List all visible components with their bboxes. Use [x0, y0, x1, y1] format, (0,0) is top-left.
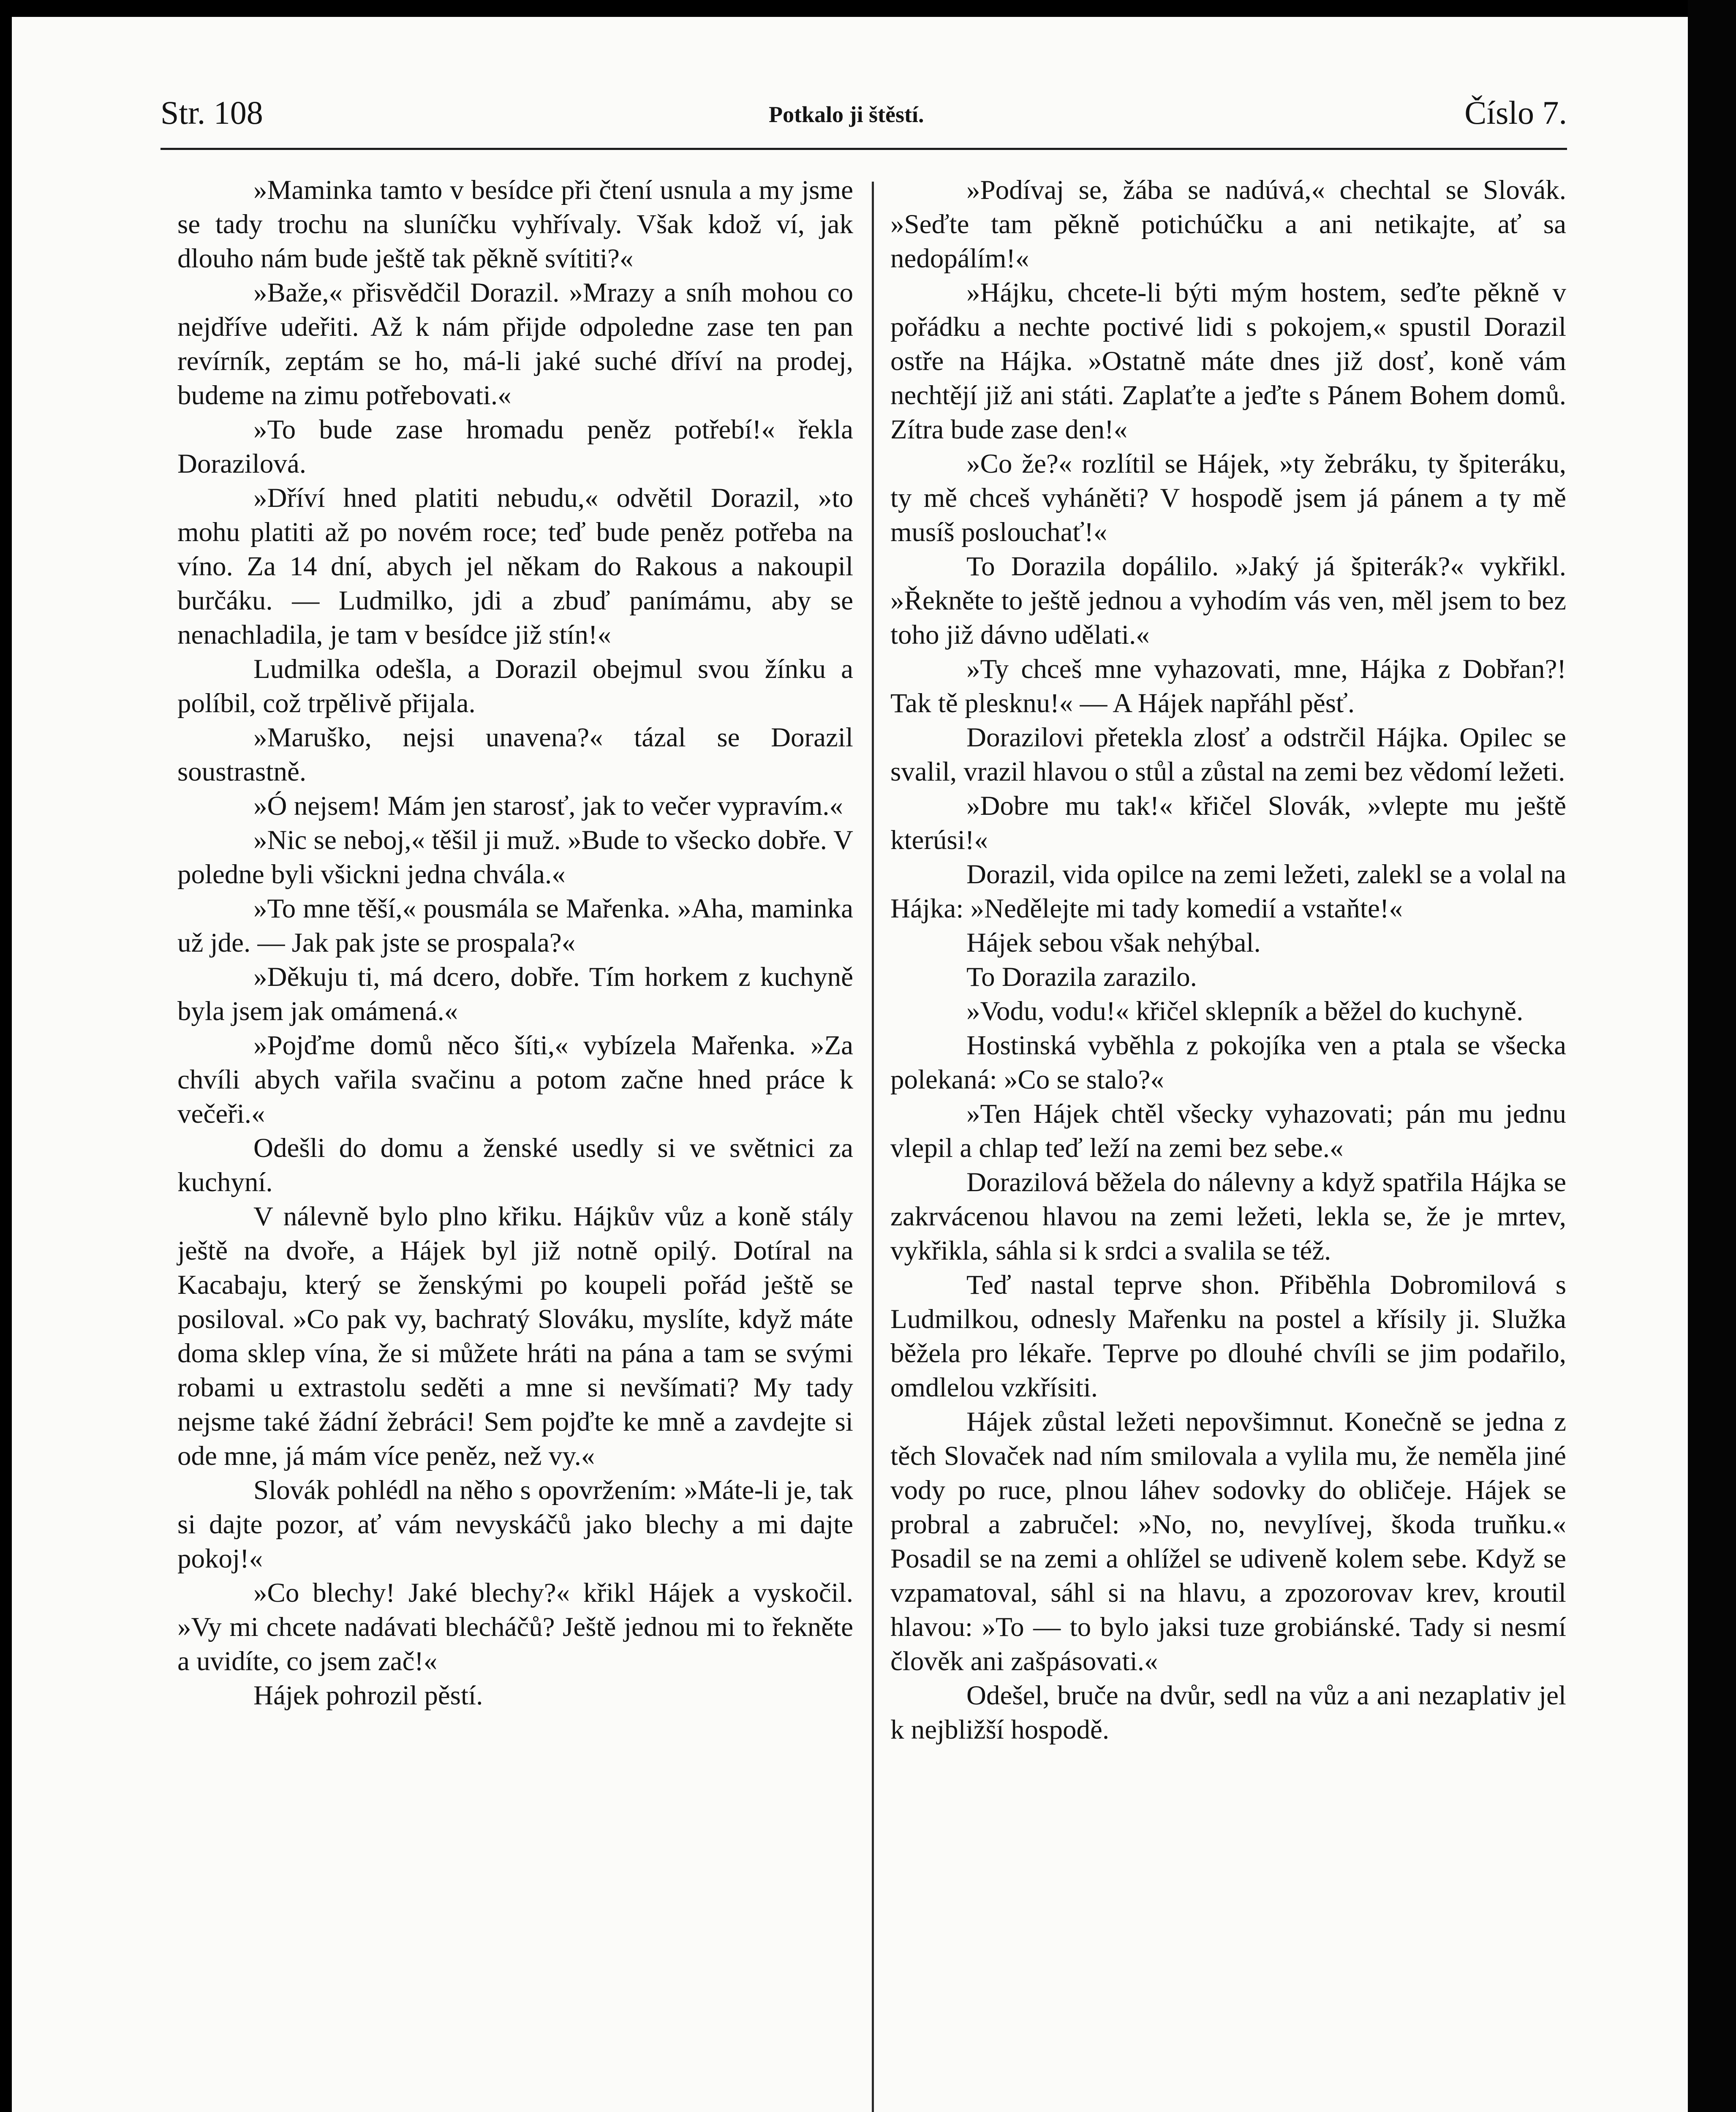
paragraph: Ludmilka odešla, a Dorazil obejmul svou žínku a políbil, což trpělivě přijala.: [177, 654, 853, 719]
paragraph: »To bude zase hromadu peněz potřebí!« řekla Dorazilová.: [177, 414, 853, 479]
paragraph: Odešel, bruče na dvůr, sedl na vůz a ani nezaplativ jel k nejbližší hospodě.: [890, 1680, 1566, 1745]
column-divider: [872, 182, 874, 2112]
paragraph: Dorazilová běžela do nálevny a když spatřila Hájka se zakrvácenou hlavou na zemi ležeti, lekla se, že je mrtev, vykřikla, sáhla si k srdci a svalila se též.: [890, 1167, 1566, 1266]
paragraph: »Pojďme domů něco šíti,« vybízela Mařenka. »Za chvíli abych vařila svačinu a potom začne hned práce k večeři.«: [177, 1030, 853, 1129]
paragraph: »Děkuju ti, má dcero, dobře. Tím horkem z kuchyně byla jsem jak omámená.«: [177, 962, 853, 1026]
issue-number: Číslo 7.: [1464, 94, 1567, 131]
scan-border: [1688, 0, 1736, 2112]
running-title: Potkalo ji štěstí.: [769, 102, 924, 127]
paragraph: »Co že?« rozlítil se Hájek, »ty žebráku, ty špiteráku, ty mě chceš vyháněti? V hospodě jsem já pánem a ty mě musíš poslouchať!«: [890, 449, 1566, 547]
paragraph: To Dorazila dopálilo. »Jaký já špiterák?« vykřikl. »Řekněte to ještě jednou a vyhodím vás ven, měl jsem to bez toho již dávno udělati.«: [890, 551, 1566, 650]
paragraph: »Dříví hned platiti nebudu,« odvětil Dorazil, »to mohu platiti až po novém roce; teď bude peněz potřeba na víno. Za 14 dní, abych jel někam do Rakous a nakoupil burčáku. — Ludmilko, jdi a zbuď panímámu, aby se nenachladila, je tam v besídce již stín!«: [177, 483, 853, 650]
page-number: Str. 108: [161, 94, 263, 131]
paragraph: »Maminka tamto v besídce při čtení usnula a my jsme se tady trochu na sluníčku vyhřívaly. Však kdož ví, jak dlouho nám bude ještě tak pěkně svítiti?«: [177, 175, 853, 274]
paragraph: Dorazil, vida opilce na zemi ležeti, zalekl se a volal na Hájka: »Nedělejte mi tady komedií a vstaňte!«: [890, 859, 1566, 924]
paragraph: »Ty chceš mne vyhazovati, mne, Hájka z Dobřan?! Tak tě plesknu!« — A Hájek napřáhl pěsť.: [890, 654, 1566, 719]
paragraph: Hájek zůstal ležeti nepovšimnut. Konečně se jedna z těch Slovaček nad ním smilovala a vylila mu, že neměla jiné vody po ruce, plnou láhev sodovky do obličeje. Hájek se probral a zabručel: »No, no, nevylívej, škoda truňku.« Posadil se na zemi a ohlížel se udiveně kolem sebe. Když se vzpamatoval, sáhl si na hlavu, a zpozorovav krev, kroutil hlavou: »To — to bylo jaksi tuze grobiánské. Tady si nesmí člověk ani zašpásovati.«: [890, 1407, 1566, 1677]
paragraph: To Dorazila zarazilo.: [966, 962, 1197, 992]
paragraph: Hájek pohrozil pěstí.: [253, 1680, 483, 1711]
paragraph: Teď nastal teprve shon. Přiběhla Dobromilová s Ludmilkou, odnesly Mařenku na postel a křísily ji. Služka běžela pro lékaře. Teprve po dlouhé chvíli se jim podařilo, omdlelou vzkřísiti.: [890, 1270, 1566, 1403]
paragraph: Dorazilovi přetekla zlosť a odstrčil Hájka. Opilec se svalil, vrazil hlavou o stůl a zůstal na zemi bez vědomí ležeti.: [890, 722, 1566, 787]
paragraph: »Nic se neboj,« těšil ji muž. »Bude to všecko dobře. V poledne byli všickni jedna chvála.«: [177, 825, 853, 890]
paragraph: »Ó nejsem! Mám jen starosť, jak to večer vypravím.«: [253, 791, 844, 821]
paragraph: »Co blechy! Jaké blechy?« křikl Hájek a vyskočil. »Vy mi chcete nadávati blecháčů? Ještě jednou mi to řekněte a uvidíte, co jsem zač!«: [177, 1578, 853, 1677]
paragraph: Hostinská vyběhla z pokojíka ven a ptala se všecka polekaná: »Co se stalo?«: [890, 1030, 1566, 1095]
paragraph: »Ten Hájek chtěl všecky vyhazovati; pán mu jednu vlepil a chlap teď leží na zemi bez sebe.«: [890, 1099, 1566, 1163]
paragraph: »Vodu, vodu!« křičel sklepník a běžel do kuchyně.: [966, 996, 1524, 1026]
paragraph: Slovák pohlédl na něho s opovržením: »Máte-li je, tak si dajte pozor, ať vám nevyskáčů jako blechy a mi dajte pokoj!«: [177, 1475, 853, 1574]
paragraph: Hájek sebou však nehýbal.: [966, 928, 1261, 958]
paragraph: V nálevně bylo plno křiku. Hájkův vůz a koně stály ještě na dvoře, a Hájek byl již notně opilý. Dotíral na Kacabaju, který se ženskými po koupeli pořád ještě se posiloval. »Co pak vy, bachratý Slováku, myslíte, když máte doma sklep vína, že si můžete hráti na pána a tam se svými robami u extrastolu seděti a mne si nevšímati? My tady nejsme také žádní žebráci! Sem pojďte ke mně a zavdejte si ode mne, já mám více peněz, než vy.«: [177, 1201, 853, 1471]
paragraph: Odešli do domu a ženské usedly si ve světnici za kuchyní.: [177, 1133, 853, 1198]
paragraph: »Dobre mu tak!« křičel Slovák, »vlepte mu ještě kterúsi!«: [890, 791, 1566, 855]
paragraph: »To mne těší,« pousmála se Mařenka. »Aha, maminka už jde. — Jak pak jste se prospala?«: [177, 893, 853, 958]
paragraph: »Maruško, nejsi unavena?« tázal se Dorazil soustrastně.: [177, 722, 853, 787]
paragraph: »Hájku, chcete-li býti mým hostem, seďte pěkně v pořádku a nechte poctivé lidi s pokojem,« spustil Dorazil ostře na Hájka. »Ostatně máte dnes již dosť, koně vám nechtějí již ani státi. Zaplaťte a jeďte s Pánem Bohem domů. Zítra bude zase den!«: [890, 278, 1566, 445]
running-header: [161, 94, 1567, 140]
right-column: [890, 173, 1566, 1747]
paragraph: »Podívaj se, žába se nadúvá,« chechtal se Slovák. »Seďte tam pěkně potichúčku a ani netikajte, ať sa nedopálím!«: [890, 175, 1566, 274]
left-column: [177, 173, 853, 1713]
header-rule: [161, 148, 1567, 150]
paragraph: »Baže,« přisvědčil Dorazil. »Mrazy a sníh mohou co nejdříve udeřiti. Až k nám přijde odpoledne zase ten pan revírník, zeptám se ho, má-li jaké suché dříví na prodej, budeme na zimu potřebovati.«: [177, 278, 853, 411]
